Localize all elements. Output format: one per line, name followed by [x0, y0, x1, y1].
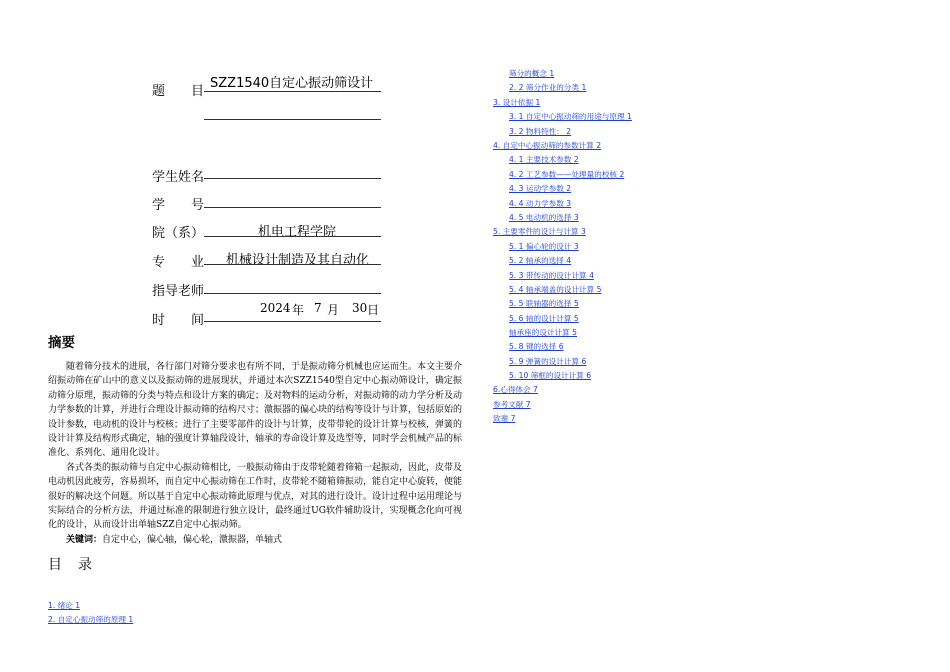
advisor-label: 指导老师 [152, 284, 205, 299]
dept-label: 院（系） [152, 226, 205, 241]
toc-heading: 目 录 [48, 557, 93, 573]
toc-link-intro[interactable]: 1. 绪论 1 [48, 601, 81, 610]
toc-link[interactable]: 5. 5 联轴器的选择 5 [509, 299, 579, 308]
abstract-body [48, 360, 462, 547]
toc-link[interactable]: 5. 3 带传动的设计计算 4 [509, 271, 594, 280]
toc-link[interactable]: 4. 3 运动学参数 2 [509, 184, 572, 193]
dept-value: 机电工程学院 [258, 225, 337, 240]
toc-link[interactable]: 4. 1 主要技术参数 2 [509, 155, 579, 164]
keywords-value: 自定中心，偏心轴，偏心轮，激振器，单轴式 [102, 534, 283, 545]
toc-link[interactable]: 4. 2 工艺参数——处理量的校核 2 [509, 170, 625, 179]
toc-link[interactable]: 5. 9 弹簧的设计计算 6 [509, 357, 587, 366]
toc-link[interactable]: 2. 2 筛分作业的分类 1 [509, 83, 587, 92]
toc-link[interactable]: 筛分的概念 1 [509, 69, 555, 78]
dept-underline [204, 236, 381, 237]
title-underline-2 [204, 119, 381, 120]
abstract-paragraph-2: 各式各类的振动筛与自定中心振动筛相比，一般振动筛由于皮带轮随着筛箱一起振动，因此，皮带及电动机因此疲劳，容易损坏，而自定中心振动筛在工作时，皮带轮不随箱筛振动，能自定中心旋转，便能很好的解决这个问题。所以基于自定中心振动筛此原理与优点，对其的进行设计。设计过程中运用理论与实际结合的分析方法，并通过标准的限制进行独立设计，最终通过UG软件辅助设计，实现概念化向可视化的设计，从而设计出单轴SZZ自定中心振动筛。 [48, 462, 463, 531]
time-label: 时 间 [152, 313, 205, 328]
toc-link[interactable]: 3. 1 自定中心振动筛的用途与原理 1 [509, 112, 632, 121]
keywords-label: 关键词： [66, 534, 103, 545]
id-underline [204, 207, 381, 208]
time-month: 7 [314, 301, 322, 315]
toc-link[interactable]: 致谢 7 [493, 414, 516, 423]
id-label: 学 号 [152, 198, 205, 213]
time-month-unit: 月 [327, 303, 340, 317]
toc-link[interactable]: 6.心得体会 7 [493, 385, 538, 394]
student-label: 学生姓名 [152, 170, 205, 185]
toc-link[interactable]: 参考文献 7 [493, 400, 531, 409]
toc-link[interactable]: 4. 自定中心振动筛的参数计算 2 [493, 141, 602, 150]
toc-link[interactable]: 5. 2 轴承的选择 4 [509, 256, 572, 265]
title-underline-1 [204, 91, 381, 92]
toc-link[interactable]: 3. 2 物料特性： 2 [509, 127, 572, 136]
time-day: 30 [352, 301, 368, 315]
toc-link[interactable]: 5. 1 偏心轮的设计 3 [509, 242, 579, 251]
title-label: 题 目 [152, 84, 205, 99]
toc-link[interactable]: 5. 10 筛框的设计计算 6 [509, 371, 592, 380]
time-year-unit: 年 [292, 303, 305, 317]
toc-link-principle[interactable]: 2. 自定心振动筛的原理 1 [48, 615, 134, 624]
major-underline [204, 264, 381, 265]
major-value: 机械设计制造及其自动化 [226, 253, 370, 268]
major-label: 专 业 [152, 255, 205, 270]
toc-link[interactable]: 轴承座的设计计算 5 [509, 328, 577, 337]
toc-link[interactable]: 4. 5 电动机的选择 3 [509, 213, 579, 222]
time-day-unit: 日 [367, 303, 380, 317]
abstract-heading: 摘要 [48, 335, 75, 351]
toc-link[interactable]: 5. 4 轴承端盖的设计计算 5 [509, 285, 602, 294]
toc-link[interactable]: 5. 6 轴的设计计算 5 [509, 314, 579, 323]
time-underline [204, 321, 381, 322]
toc-link[interactable]: 5. 8 键的选择 6 [509, 342, 564, 351]
abstract-paragraph-1: 随着筛分技术的进展，各行部门对筛分要求也有所不同，于是振动筛分机械也应运而生。本文主要介绍振动筛在矿山中的意义以及振动筛的进展现状，并通过本次SZZ1540型自定中心振动筛设计，确定振动筛分原理，振动筛的分类与特点和设计方案的确定；及对物料的运动分析，对振动筛的动力学分析及动力学参数的计算，并进行合理设计振动筛的结构尺寸；激振器的偏心块的结构等设计与计算，包括原始的设计参数，电动机的设计与校核；进行了主要零部件的设计与计算，皮带带轮的设计计算与校核，弹簧的设计计算及结构形式确定，轴的强度计算轴段设计，轴承的寿命设计算及选型等，同时学会机械产品的标准化、系列化、通用化设计。 [48, 362, 463, 459]
toc-link[interactable]: 5. 主要零件的设计与计算 3 [493, 227, 586, 236]
toc-link[interactable]: 3. 设计依据 1 [493, 98, 541, 107]
student-underline [204, 178, 381, 179]
title-value: SZZ1540自定心振动筛设计 [210, 76, 374, 91]
keywords-line [48, 533, 462, 547]
advisor-underline [204, 293, 381, 294]
toc-link[interactable]: 4. 4 动力学参数 3 [509, 199, 572, 208]
time-year: 2024 [260, 301, 291, 315]
